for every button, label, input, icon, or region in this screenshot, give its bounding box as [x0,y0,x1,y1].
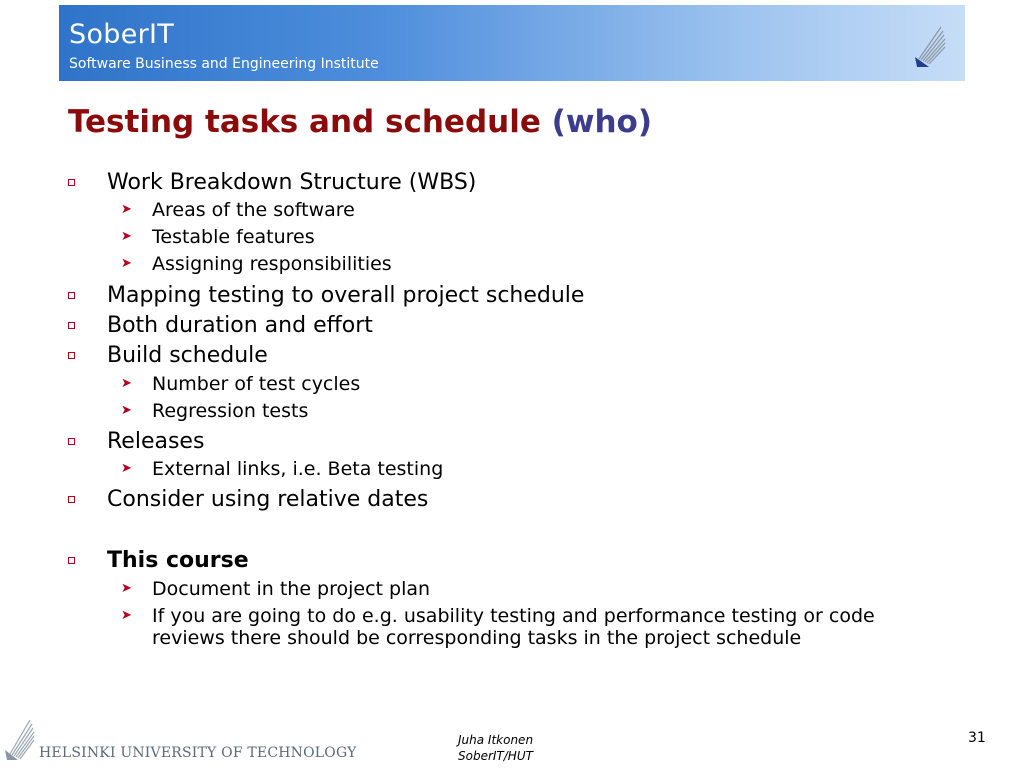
arrowhead-icon: ➤ [121,461,132,476]
bullet-text: If you are going to do e.g. usability testing and performance testing or code reviews there should be corresponding tasks in the project schedule [152,605,875,649]
hollow-square-icon [68,438,75,445]
slide-title-accent: (who) [551,104,652,140]
bullet-text: Number of test cycles [152,373,361,395]
hollow-square-icon [68,322,75,329]
bullet-text: Assigning responsibilities [152,253,392,275]
slide-title-main: Testing tasks and schedule [68,104,541,140]
hollow-square-icon [68,496,75,503]
arrowhead-icon: ➤ [121,376,132,391]
bullet-text: Work Breakdown Structure (WBS) [107,170,477,195]
banner-title: SoberIT [69,19,175,50]
author-affiliation: SoberIT/HUT [458,749,533,763]
bullet-text: External links, i.e. Beta testing [152,458,444,480]
bullet-text: Releases [107,429,205,454]
arrowhead-icon: ➤ [121,581,132,596]
arrowhead-icon: ➤ [121,229,132,244]
arrowhead-icon: ➤ [121,256,132,271]
bullet-text: Mapping testing to overall project schedule [107,283,585,308]
bullet-text: Areas of the software [152,199,355,221]
hollow-square-icon [68,557,75,564]
bullet-text: Document in the project plan [152,578,431,600]
bullet-text: Build schedule [107,343,268,368]
hut-wing-logo-icon [2,714,36,762]
arrowhead-icon: ➤ [121,403,132,418]
hollow-square-icon [68,179,75,186]
author-info [458,732,533,764]
bullet-text: Consider using relative dates [107,487,429,512]
university-name: HELSINKI UNIVERSITY OF TECHNOLOGY [39,745,357,761]
hollow-square-icon [68,292,75,299]
bullet-text: This course [107,548,249,573]
bullet-text: Testable features [152,226,315,248]
arrowhead-icon: ➤ [121,202,132,217]
author-name: Juha Itkonen [458,733,534,747]
page-number: 31 [968,730,986,746]
bullet-text: Both duration and effort [107,313,373,338]
bullet-text: Regression tests [152,400,309,422]
arrowhead-icon: ➤ [121,608,132,623]
banner-subtitle: Software Business and Engineering Institute [69,56,379,72]
hollow-square-icon [68,352,75,359]
